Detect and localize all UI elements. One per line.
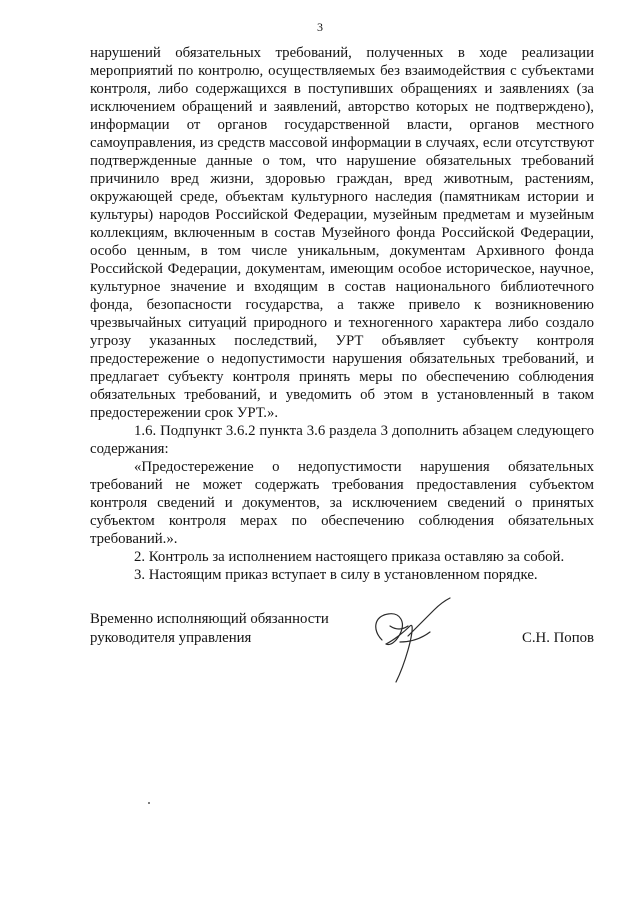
signature-block (90, 610, 594, 690)
paragraph-5: 3. Настоящим приказ вступает в силу в установленном порядке. (134, 567, 538, 583)
signer-title (90, 610, 329, 648)
page-number: 3 (317, 20, 323, 34)
paragraph-1: нарушений обязательных требований, полученных в ходе реализации мероприятий по контролю, осуществляемых без взаимодействия с субъектами контроля, либо содержащихся в поступивших обращениях и заявлениях (за исключением обращений и заявлений, авторство которых не подтверждено), информации от органов государственной власти, органов местного самоуправления, из средств массовой информации в случаях, если отсутствуют подтвержденные данные о том, что нарушение обязательных требований причинило вред жизни, здоровью граждан, вред животным, растениям, окружающей среде, объектам культурного наследия (памятникам истории и культуры) народов Российской Федерации, музейным предметам и музейным коллекциям, включенным в состав Музейного фонда Российской Федерации, особо ценным, в том числе уникальным, документам Архивного фонда Российской Федерации, документам, имеющим особое историческое, научное, культурное значение и входящим в состав национального библиотечного фонда, безопасности государства, а также привело к возникновению чрезвычайных ситуаций природного и техногенного характера либо создало угрозу указанных последствий, УРТ объявляет субъекту контроля предостережение о недопустимости нарушения обязательных требований, и предлагает субъекту контроля принять меры по обеспечению соблюдения обязательных требований, и уведомить об этом в установленный в таком предостережении срок УРТ.». (90, 45, 594, 421)
signer-title-line-1: Временно исполняющий обязанности (90, 611, 329, 627)
paragraph-4: 2. Контроль за исполнением настоящего приказа оставляю за собой. (134, 549, 565, 565)
signer-name: С.Н. Попов (521, 630, 594, 646)
document-body (90, 44, 594, 584)
signer-title-line-2: руководителя управления (90, 630, 252, 646)
handwritten-signature-icon (360, 596, 460, 684)
scan-mark (148, 802, 150, 804)
paragraph-3: «Предостережение о недопустимости нарушения обязательных требований не может содержать требования предоставления субъектом контроля сведений и документов, за исключением сведений о принятых субъектом контроля мерах по обеспечению соблюдения обязательных требований.». (90, 459, 594, 547)
paragraph-2: 1.6. Подпункт 3.6.2 пункта 3.6 раздела 3 дополнить абзацем следующего содержания: (90, 423, 594, 457)
